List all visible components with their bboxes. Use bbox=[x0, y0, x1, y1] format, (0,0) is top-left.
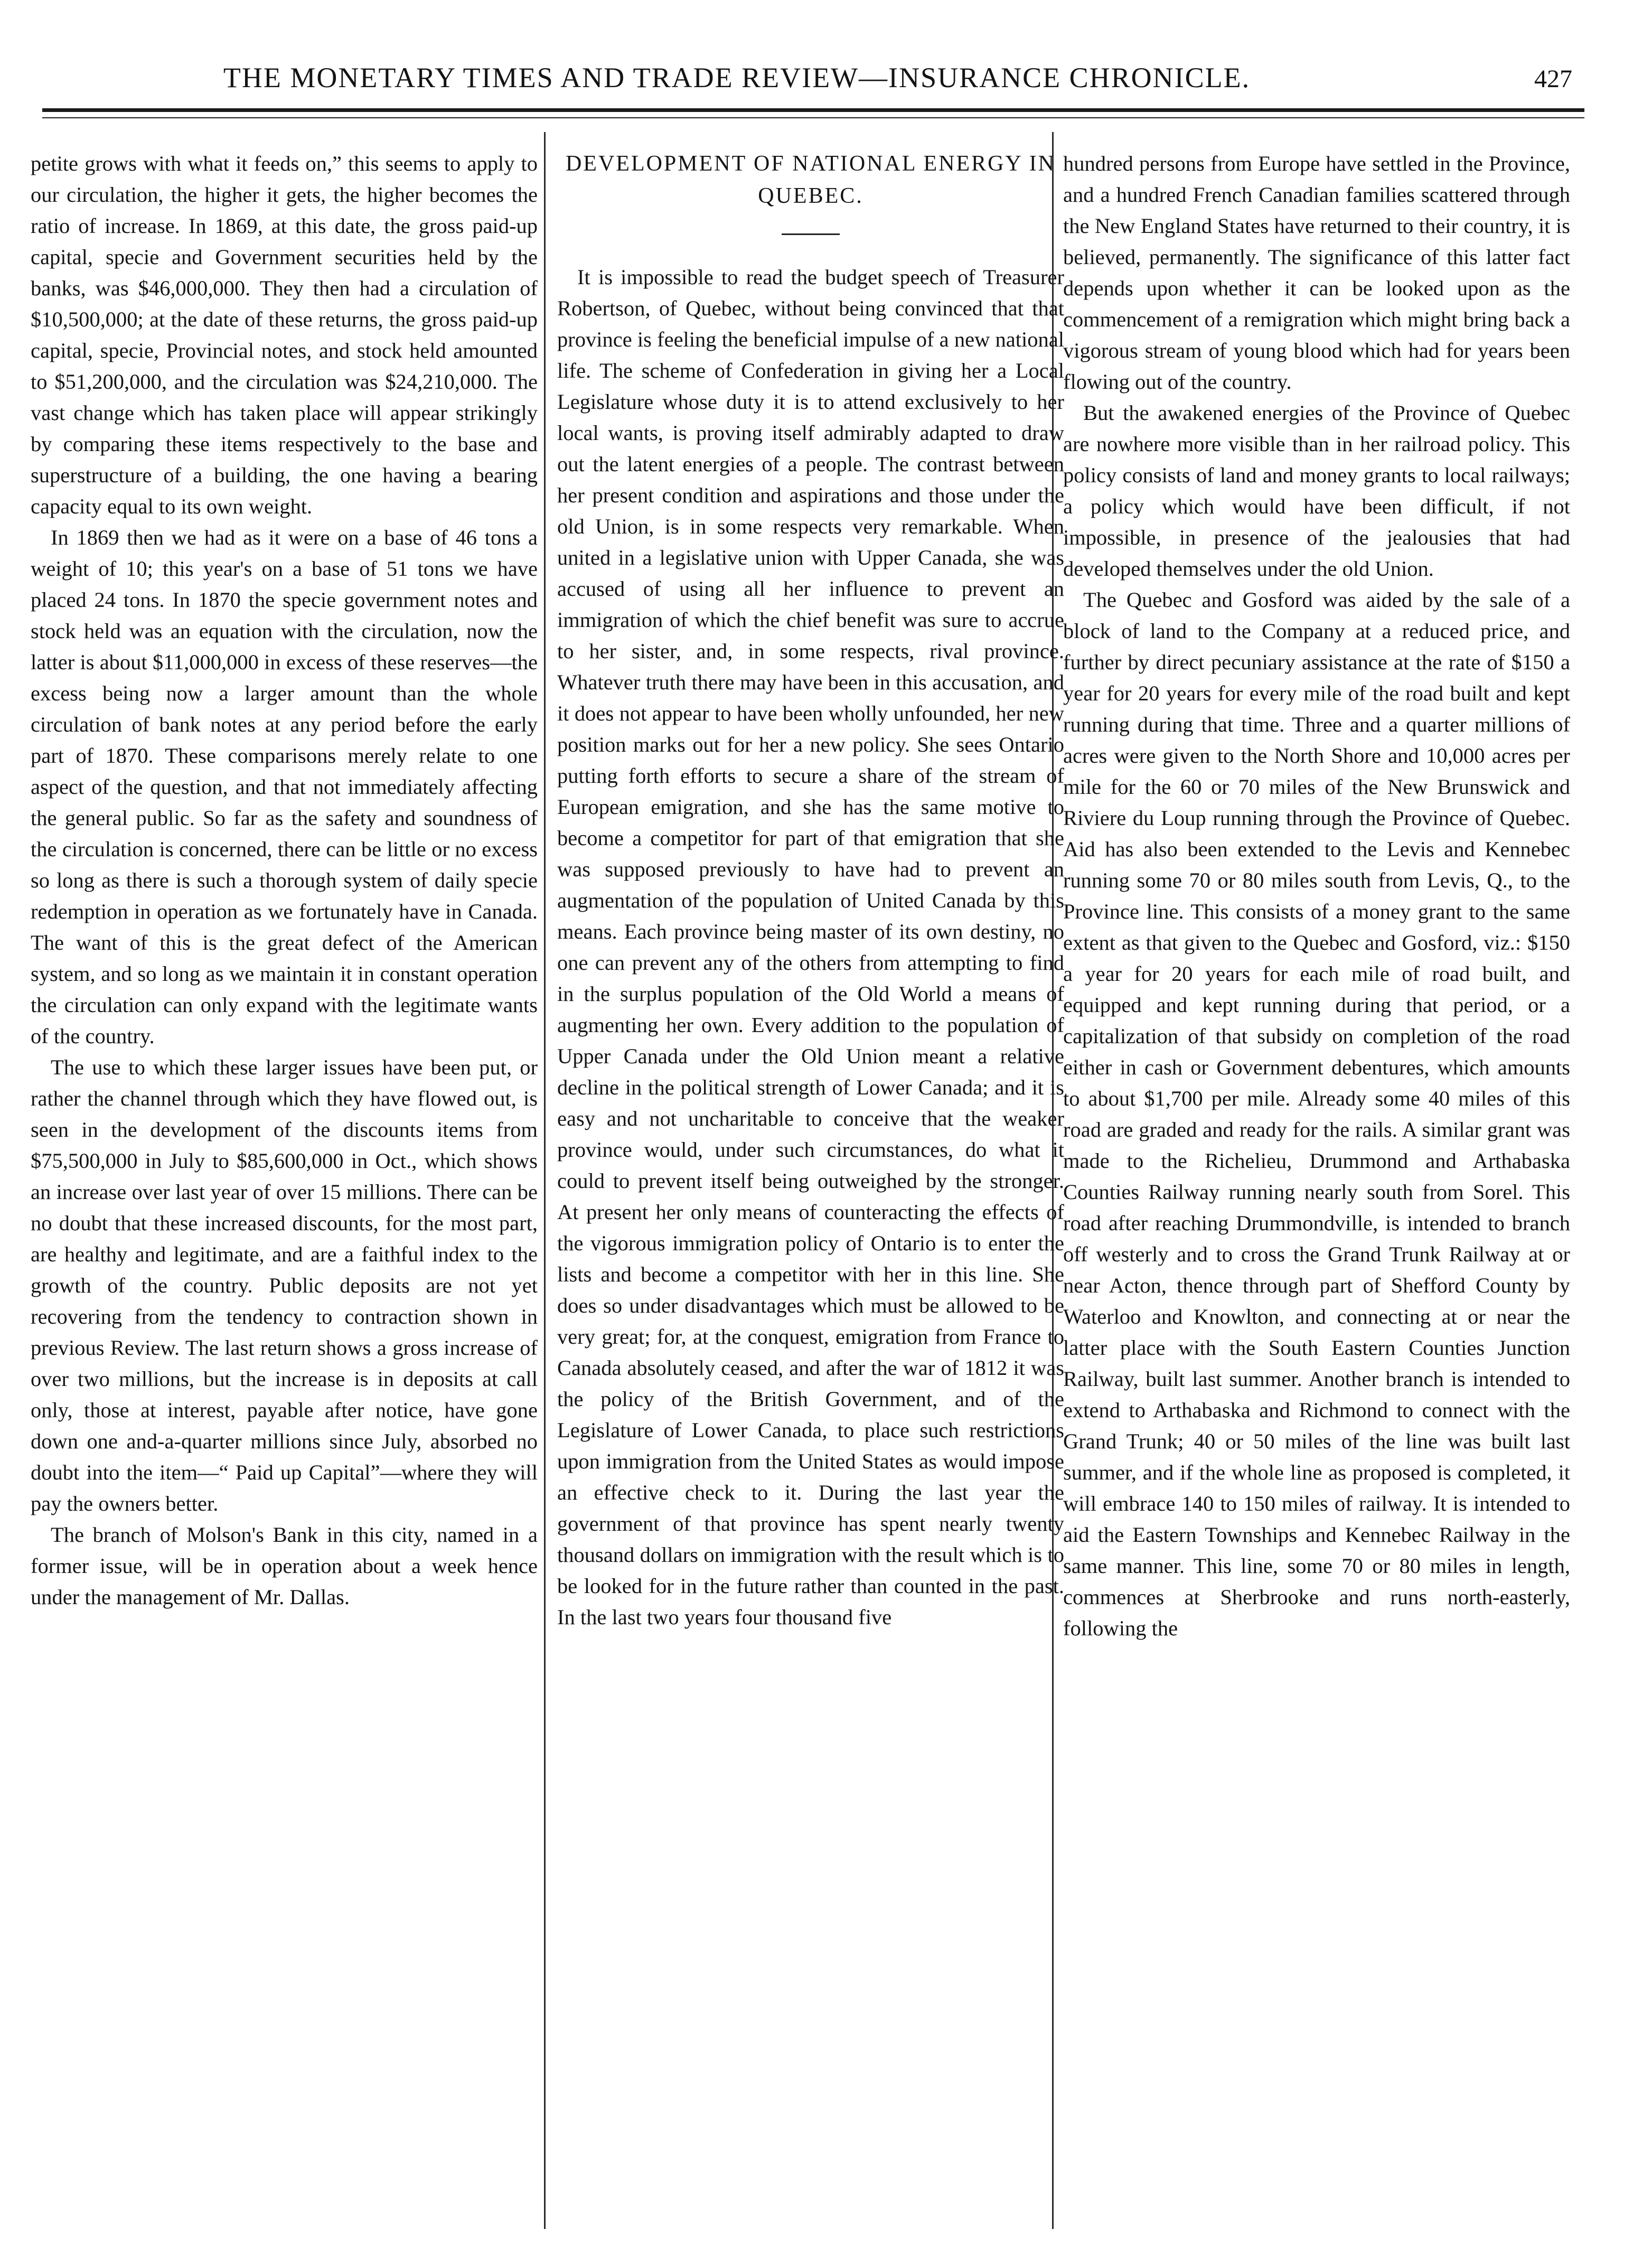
header-rule bbox=[42, 108, 1584, 112]
article-title: DEVELOPMENT OF NATIONAL ENERGY IN QUEBEC. bbox=[565, 152, 1056, 208]
paragraph: The branch of Molson's Bank in this city, named in a former issue, will be in operation about a week hence under the management of Mr. Dallas. bbox=[31, 1523, 538, 1609]
paragraph: petite grows with what it feeds on,” this seems to apply to our circulation, the higher it gets, the higher becomes the ratio of increase. In 1869, at this date, the gross paid-up capital, specie and Government securities held by the banks, was $46,000,000. They then had a circulation of $10,500,000; at the date of these returns, the gross paid-up capital, specie, Provincial notes, and stock held amounted to $51,200,000, and the circulation was $24,210,000. The vast change which has taken place will appear strikingly by comparing these items respectively to the base and superstructure of a building, the one having a bearing capacity equal to its own weight. bbox=[31, 152, 538, 518]
column-divider bbox=[544, 132, 546, 2229]
paragraph: The Quebec and Gosford was aided by the sale of a block of land to the Company at a reduced price, and further by direct pecuniary assistance at the rate of $150 a year for 20 years for every mile of the road built and kept running during that time. Three and a quarter millions of acres were given to the North Shore and 10,000 acres per mile for the 60 or 70 miles of the New Brunswick and Riviere du Loup running through the Province of Quebec. Aid has also been extended to the Levis and Kennebec running some 70 or 80 miles south from Levis, Q., to the Province line. This consists of a money grant to the same extent as that given to the Quebec and Gosford, viz.: $150 a year for 20 years for each mile of road built, and equipped and kept running during that period, or a capitalization of that subsidy on completion of the road either in cash or Government debentures, which amounts to about $1,700 per mile. Already some 40 miles of this road are graded and ready for the rails. A similar grant was made to the Richelieu, Drummond and Arthabaska Counties Railway running nearly south from Sorel. This road after reaching Drummondville, is intended to branch off westerly and to cross the Grand Trunk Railway at or near Acton, thence through part of Shefford County by Waterloo and Knowlton, and connecting at or near the latter place with the South Eastern Counties Junction Railway, built last summer. Another branch is intended to extend to Arthabaska and Richmond to connect with the Grand Trunk; 40 or 50 miles of the line was built last summer, and if the whole line as proposed is completed, it will embrace 140 to 150 miles of railway. It is intended to aid the Eastern Townships and Kennebec Railway in the same manner. This line, some 70 or 80 miles in length, commences at Sherbrooke and runs north-easterly, following the bbox=[1063, 588, 1570, 1640]
paragraph: hundred persons from Europe have settled in the Province, and a hundred French Canadian families scattered through the New England States have returned to their country, it is believed, permanently. The significance of this latter fact depends upon whether it can be looked upon as the commencement of a remigration which might bring back a vigorous stream of young blood which had for years been flowing out of the country. bbox=[1063, 152, 1570, 394]
column-left bbox=[31, 148, 538, 2224]
column-right bbox=[1063, 148, 1570, 2224]
page-number: 427 bbox=[1534, 65, 1572, 93]
paragraph: The use to which these larger issues have been put, or rather the channel through which they have flowed out, is seen in the development of the discounts items from $75,500,000 in July to $85,600,000 in Oct., which shows an increase over last year of over 15 millions. There can be no doubt that these increased discounts, for the most part, are healthy and legitimate, and are a faithful index to the growth of the country. Public deposits are not yet recovering from the tendency to contraction shown in previous Review. The last return shows a gross increase of over two millions, but the increase is in deposits at call only, those at interest, payable after notice, have gone down one and-a-quarter millions since July, absorbed no doubt into the item—“ Paid up Capital”—where they will pay the owners better. bbox=[31, 1055, 538, 1515]
page-header-title: THE MONETARY TIMES AND TRADE REVIEW—INSURANCE CHRONICLE. bbox=[223, 62, 1251, 93]
paragraph: It is impossible to read the budget speech of Treasurer Robertson, of Quebec, without being convinced that that province is feeling the beneficial impulse of a new national life. The scheme of Confederation in giving her a Local Legislature whose duty it is to attend exclusively to her local wants, is proving itself admirably adapted to draw out the latent energies of a people. The contrast between her present condition and aspirations and those under the old Union, is in some respects very remarkable. When united in a legislative union with Upper Canada, she was accused of using all her influence to prevent an immigration of which the chief benefit was sure to accrue to her sister, and, in some respects, rival province. Whatever truth there may have been in this accusation, and it does not appear to have been wholly unfounded, her new position marks out for her a new policy. She sees Ontario putting forth efforts to secure a share of the stream of European emigration, and she has the same motive to become a competitor for part of that emigration that she was supposed previously to have had to prevent an augmentation of the population of United Canada by this means. Each province being master of its own destiny, no one can prevent any of the others from attempting to find in the surplus population of the Old World a means of augmenting her own. Every addition to the population of Upper Canada under the Old Union meant a relative decline in the political strength of Lower Canada; and it is easy and not uncharitable to conceive that the weaker province would, under such circumstances, do what it could to prevent itself being outweighed by the stronger. At present her only means of counteracting the effects of the vigorous immigration policy of Ontario is to enter the lists and become a competitor with her in this line. She does so under disadvantages which must be allowed to be very great; for, at the conquest, emigration from France to Canada absolutely ceased, and after the war of 1812 it was the policy of the British Government, and of the Legislature of Lower Canada, to place such restrictions upon immigration from the United States as would impose an effective check to it. During the last year the government of that province has spent nearly twenty thousand dollars on immigration with the result which is to be looked for in the future rather than counted in the past. In the last two years four thousand five bbox=[557, 265, 1064, 1629]
title-divider bbox=[782, 233, 840, 235]
header-rule-thin bbox=[42, 117, 1584, 118]
paragraph: But the awakened energies of the Province of Quebec are nowhere more visible than in her railroad policy. This policy consists of land and money grants to local railways; a policy which would have been difficult, if not impossible, in presence of the jealousies that had developed themselves under the old Union. bbox=[1063, 401, 1570, 580]
paragraph: In 1869 then we had as it were on a base of 46 tons a weight of 10; this year's on a base of 51 tons we have placed 24 tons. In 1870 the specie government notes and stock held was an equation with the circulation, now the latter is about $11,000,000 in excess of these reserves—the excess being now a larger amount than the whole circulation of bank notes at any period before the early part of 1870. These comparisons merely relate to one aspect of the question, and that not immediately affecting the general public. So far as the safety and soundness of the circulation is concerned, there can be little or no excess so long as there is such a thorough system of daily specie redemption in operation as we fortunately have in Canada. The want of this is the great defect of the American system, and so long as we maintain it in constant operation the circulation can only expand with the legitimate wants of the country. bbox=[31, 526, 538, 1048]
column-middle bbox=[557, 148, 1064, 2224]
